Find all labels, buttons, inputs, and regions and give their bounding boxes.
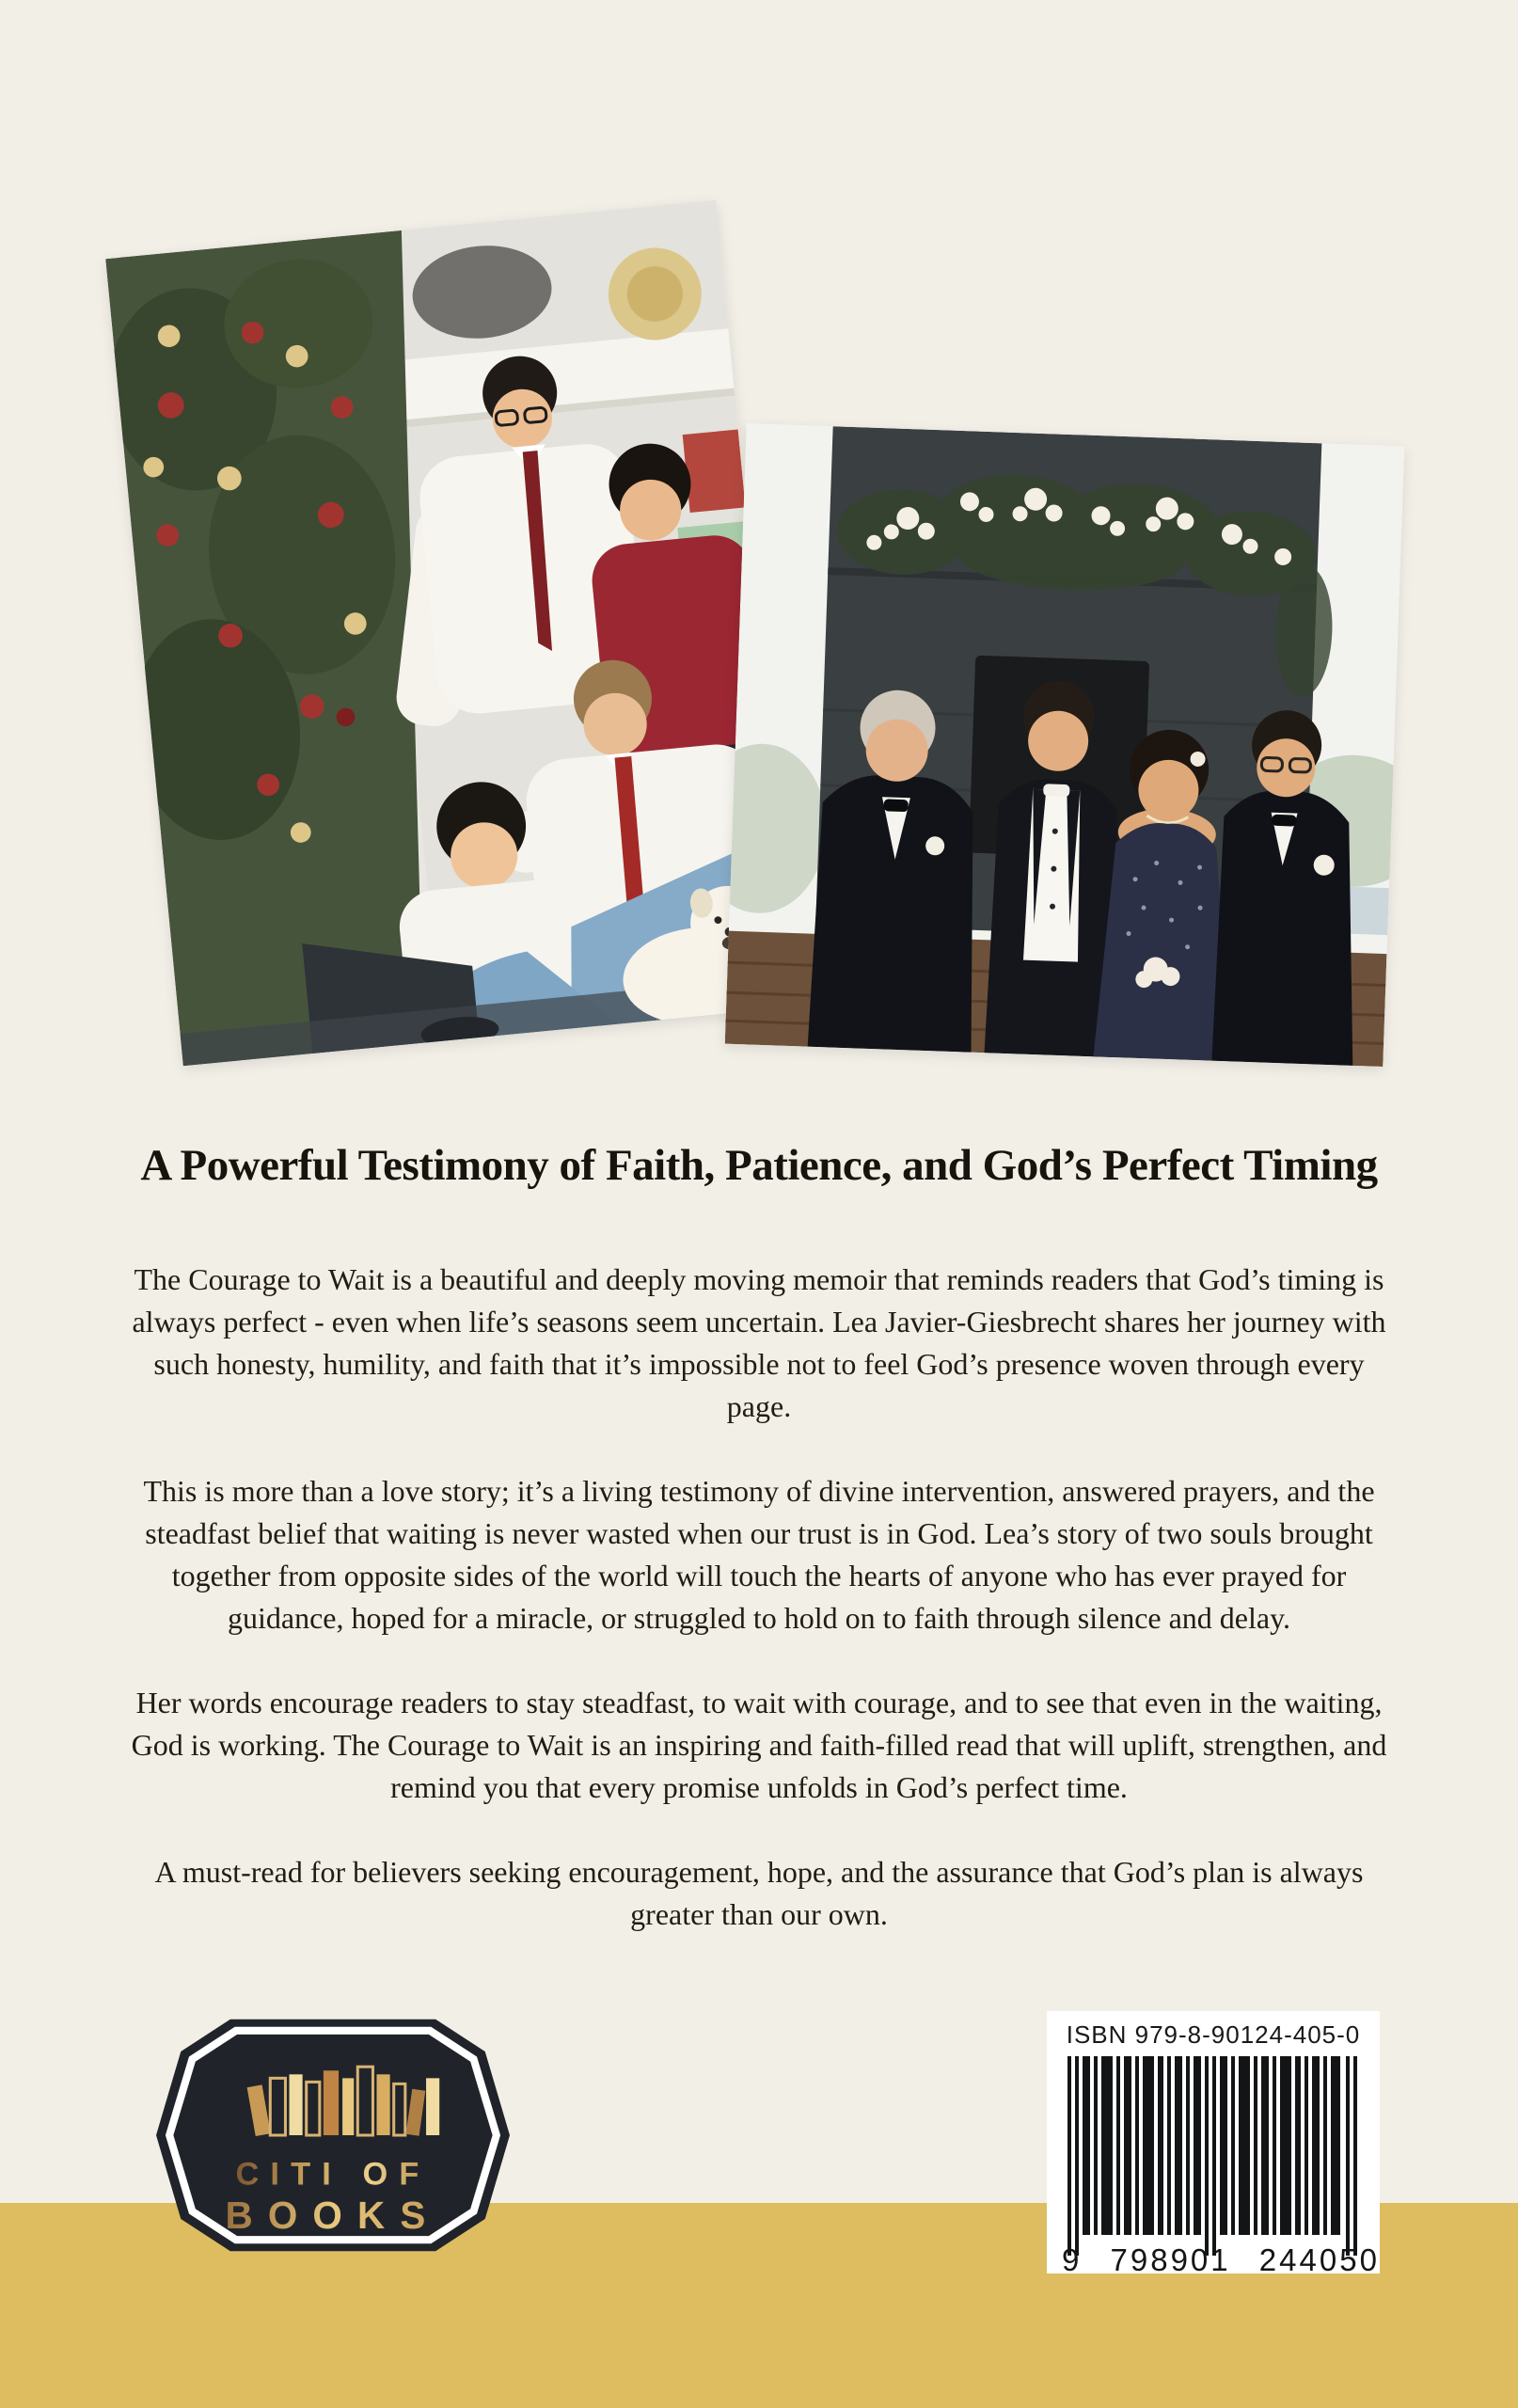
page-title: A Powerful Testimony of Faith, Patience, and God’s Perfect Timing — [140, 1141, 1378, 1191]
wedding-photo-art — [725, 423, 1405, 1067]
publisher-name-line2: BOOKS — [225, 2194, 441, 2238]
barcode-digits: 9 798901 244050 — [1062, 2242, 1380, 2277]
body-paragraph: The Courage to Wait is a beautiful and deeply moving memoir that reminds readers that God’s timing is always perfect - even when life’s seasons seem uncertain. Lea Javier-Giesbrecht shares her journey with such honesty, humility, and faith that it’s impossible not to feel God’s presence woven through every page. — [132, 1262, 1386, 1423]
body-paragraph: Her words encourage readers to stay steadfast, to wait with courage, and to see that even in the waiting, God is working. The Courage to Wait is an inspiring and faith-filled read that will uplift, strengthen, and remind you that every promise unfolds in God’s perfect time. — [131, 1686, 1387, 1804]
isbn-label: ISBN 979-8-90124-405-0 — [1066, 2020, 1361, 2049]
wedding-figures — [808, 673, 1367, 1066]
isbn-barcode — [1047, 2011, 1380, 2277]
family-christmas-photo-art — [105, 200, 794, 1067]
family-christmas-photo — [105, 200, 794, 1067]
publisher-badge — [156, 2007, 510, 2263]
publisher-logo — [156, 2007, 510, 2263]
publisher-name-line1: CITI OF — [235, 2156, 431, 2193]
wedding-photo — [725, 423, 1405, 1067]
barcode-bars — [1067, 2056, 1359, 2256]
body-paragraph: This is more than a love story; it’s a living testimony of divine intervention, answered prayers, and the steadfast belief that waiting is never wasted when our trust is in God. Lea’s story of two souls brought together from opposite sides of the world will touch the hearts of anyone who has ever prayed for guidance, hoped for a miracle, or struggled to hold on to faith through silence and delay. — [143, 1474, 1375, 1635]
body-copy — [119, 1259, 1399, 1978]
body-paragraph: A must-read for believers seeking encouragement, hope, and the assurance that God’s plan is always greater than our own. — [154, 1855, 1364, 1931]
